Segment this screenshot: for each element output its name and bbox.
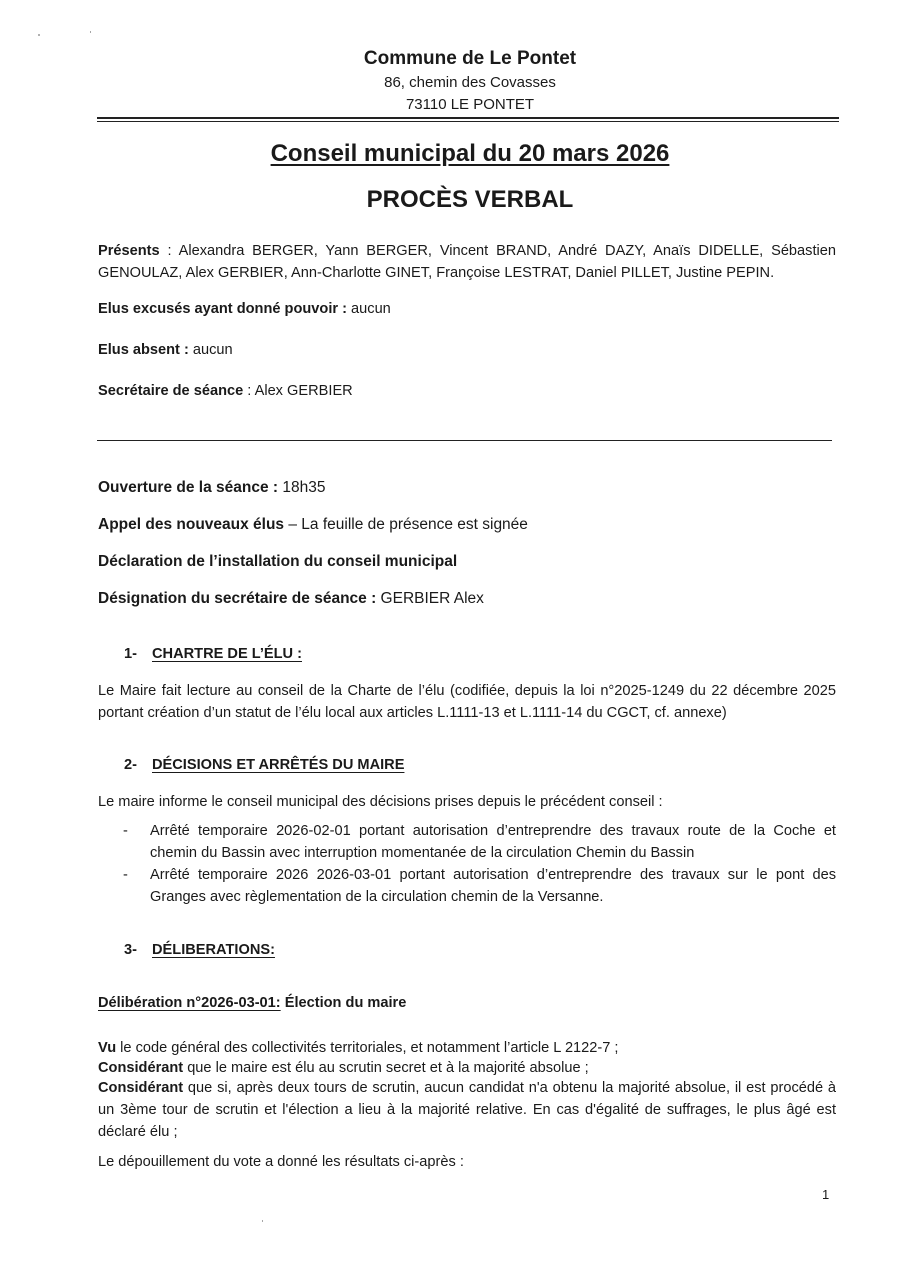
section-3-heading [124, 942, 275, 958]
scan-speck [262, 1220, 263, 1222]
decision-text: Arrêté temporaire 2026-02-01 portant autorisation d’entreprendre des travaux route de la Coche et chemin du Bassin avec interruption momentanée de la circulation Chemin du Bassin [150, 823, 836, 861]
declaration-text: Déclaration de l’installation du conseil municipal [98, 553, 458, 570]
deliberation-heading [98, 995, 406, 1011]
deliberation-ref: Délibération n°2026-03-01: [98, 995, 281, 1011]
decision-text: Arrêté temporaire 2026 2026-03-01 portant autorisation d’entreprendre des travaux sur le pont des Granges avec règlementation de la circulation chemin de la Versanne. [150, 867, 836, 905]
section-3-title: DÉLIBERATIONS: [152, 942, 275, 958]
vu-text: le code général des collectivités territoriales, et notamment l’article L 2122-7 ; [116, 1040, 619, 1056]
scan-speck [90, 31, 91, 33]
absent-paragraph [98, 339, 836, 361]
section-1-heading [124, 646, 302, 662]
commune-address-line1: 86, chemin des Covasses [384, 74, 556, 91]
bullet-dash: - [123, 823, 128, 839]
section-divider [97, 440, 832, 441]
deliberation-considerant-2 [98, 1077, 836, 1143]
section-2-number: 2- [124, 757, 137, 773]
excuses-paragraph [98, 298, 836, 320]
declaration-line [98, 551, 457, 573]
header-divider [97, 117, 839, 119]
appel-value: – La feuille de présence est signée [284, 516, 528, 533]
presents-paragraph [98, 240, 836, 284]
deliberation-considerant-1 [98, 1057, 836, 1079]
ouverture-line [98, 477, 325, 499]
considerant-text: que le maire est élu au scrutin secret et à la majorité absolue ; [183, 1060, 589, 1076]
presents-value: : Alexandra BERGER, Yann BERGER, Vincent BRAND, André DAZY, Anaïs DIDELLE, Sébastien GENOULAZ, Alex GERBIER, Ann-Charlotte GINET, Françoise LESTRAT, Daniel PILLET, Justine PEPIN. [98, 243, 836, 281]
deliberation-result-intro: Le dépouillement du vote a donné les résultats ci-après : [98, 1154, 464, 1170]
page-title-text: Conseil municipal du 20 mars 2026 [270, 140, 670, 167]
page-number: 1 [822, 1187, 830, 1202]
bullet-dash: - [123, 867, 128, 883]
absent-label: Elus absent : [98, 342, 189, 358]
vu-label: Vu [98, 1040, 117, 1056]
header-divider-thin [97, 121, 839, 122]
appel-line [98, 514, 528, 536]
list-item [98, 864, 836, 908]
deliberation-subject: Élection du maire [280, 995, 407, 1011]
section-2-heading [124, 757, 404, 773]
section-3-number: 3- [124, 942, 137, 958]
deliberation-vu [98, 1037, 836, 1059]
section-2-intro: Le maire informe le conseil municipal des décisions prises depuis le précédent conseil : [98, 794, 663, 810]
designation-value: GERBIER Alex [376, 590, 484, 607]
appel-label: Appel des nouveaux élus [98, 516, 285, 533]
considerant-label: Considérant [98, 1060, 184, 1076]
section-1-title: CHARTRE DE L’ÉLU : [152, 646, 302, 662]
ouverture-value: 18h35 [278, 479, 326, 496]
section-1-number: 1- [124, 646, 137, 662]
secretaire-value: : Alex GERBIER [243, 383, 353, 399]
commune-address-line2: 73110 LE PONTET [405, 96, 535, 113]
absent-value: aucun [188, 342, 233, 358]
considerant-label: Considérant [98, 1080, 184, 1096]
page-subtitle: PROCÈS VERBAL [366, 186, 574, 213]
section-2-title: DÉCISIONS ET ARRÊTÉS DU MAIRE [152, 757, 405, 773]
page-title [0, 140, 900, 168]
ouverture-label: Ouverture de la séance : [98, 479, 279, 496]
considerant-text: que si, après deux tours de scrutin, aucun candidat n'a obtenu la majorité absolue, il est procédé à un 3ème tour de scrutin et l'élection a lieu à la majorité relative. En cas d'égalité de suffrages, le plus âgé est déclaré élu ; [98, 1080, 836, 1140]
decisions-list [98, 820, 836, 908]
secretaire-paragraph [98, 380, 836, 402]
scan-speck [38, 34, 40, 36]
commune-name: Commune de Le Pontet [363, 48, 577, 69]
designation-label: Désignation du secrétaire de séance : [98, 590, 377, 607]
excuses-value: aucun [346, 301, 391, 317]
section-1-text: Le Maire fait lecture au conseil de la Charte de l’élu (codifiée, depuis la loi n°2025-1249 du 22 décembre 2025 portant création d’un statut de l’élu local aux articles L.1111-13 et L.1111-14 du CGCT, cf. annexe) [98, 683, 836, 721]
presents-label: Présents [98, 243, 160, 259]
secretaire-label: Secrétaire de séance [98, 383, 244, 399]
designation-line [98, 588, 484, 610]
excuses-label: Elus excusés ayant donné pouvoir : [98, 301, 347, 317]
list-item [98, 820, 836, 864]
